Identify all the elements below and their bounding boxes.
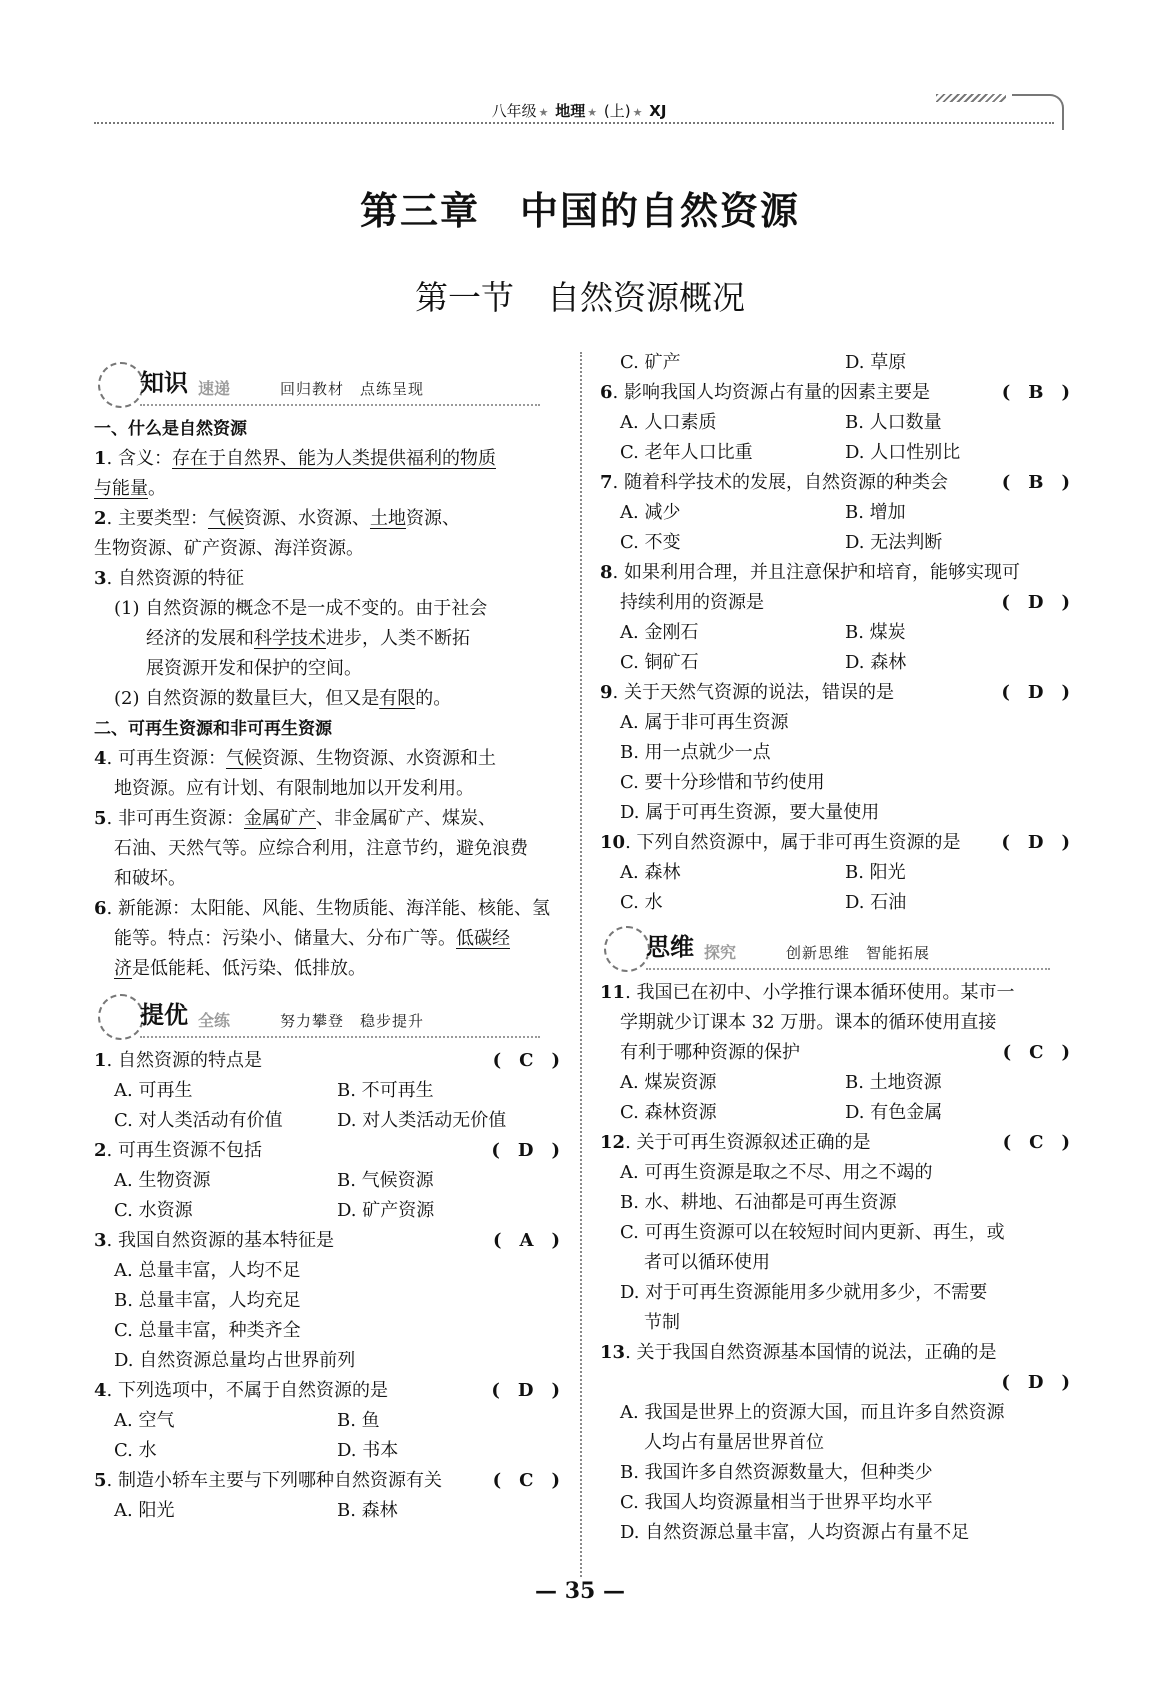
options-row xyxy=(600,858,1070,888)
knowledge-item-5: 5. 非可再生资源：金属矿产、非金属矿产、煤炭、 xyxy=(94,808,496,829)
option: A. 总量丰富，人均不足 xyxy=(114,1260,301,1281)
answer: ( A ) xyxy=(492,1230,560,1251)
options-row xyxy=(600,408,1070,438)
option: A. 人口素质 xyxy=(620,412,717,433)
option: C. 对人类活动有价值 xyxy=(114,1110,283,1131)
knowledge-item-1: 1. 含义：存在于自然界、能为人类提供福利的物质 xyxy=(94,448,496,469)
answer: ( C ) xyxy=(492,1470,560,1491)
knowledge-banner xyxy=(94,358,560,410)
answer: ( C ) xyxy=(492,1050,560,1071)
banner-sub: 探究 xyxy=(704,943,737,962)
option: A. 可再生 xyxy=(114,1080,193,1101)
option: D. 对于可再生资源能用多少就用多少，不需要 xyxy=(620,1282,988,1303)
options-row xyxy=(600,348,1070,378)
banner-dotted-line xyxy=(140,1036,540,1038)
header-grade: 八年级 xyxy=(491,102,537,120)
fill-blank: 存在于自然界、能为人类提供福利的物质 xyxy=(171,448,496,469)
fill-blank: 土地 xyxy=(369,508,406,529)
option: C. 要十分珍惜和节约使用 xyxy=(620,772,825,793)
answer: ( D ) xyxy=(1001,1372,1070,1393)
banner-main: 提优 xyxy=(140,1001,188,1029)
knowledge-item-1-cont: 与能量。 xyxy=(94,478,166,499)
question-8-cont: 持续利用的资源是 ( D ) xyxy=(600,588,1070,618)
right-column xyxy=(600,348,1070,1548)
option-cont: 者可以循环使用 xyxy=(644,1252,770,1273)
banner-sub: 全练 xyxy=(198,1011,231,1030)
option: D. 无法判断 xyxy=(845,532,943,553)
option: B. 我国许多自然资源数量大，但种类少 xyxy=(620,1462,933,1483)
option: C. 水 xyxy=(620,892,663,913)
option: B. 不可再生 xyxy=(337,1080,434,1101)
knowledge-item-5-cont2: 和破坏。 xyxy=(114,868,186,889)
question-8: 8. 如果利用合理，并且注意保护和培育，能够实现可 xyxy=(600,562,1020,583)
fill-blank: 济 xyxy=(114,958,132,979)
star-icon: ★ xyxy=(587,106,598,119)
options-row xyxy=(600,528,1070,558)
options-row xyxy=(94,1406,560,1436)
option: A. 属于非可再生资源 xyxy=(620,712,789,733)
banner-dotted-line xyxy=(646,968,1050,970)
option: C. 水资源 xyxy=(114,1200,193,1221)
option: A. 阳光 xyxy=(114,1500,175,1521)
answer: ( D ) xyxy=(1001,592,1070,613)
answer: ( D ) xyxy=(1001,682,1070,703)
thinking-banner xyxy=(600,922,1070,974)
option: B. 用一点就少一点 xyxy=(620,742,771,763)
knowledge-item-3: 3. 自然资源的特征 xyxy=(94,568,244,589)
banner-dotted-line xyxy=(140,404,540,406)
question-2: 2. 可再生资源不包括 ( D ) xyxy=(94,1136,560,1166)
answer: ( C ) xyxy=(1002,1042,1070,1063)
answer: ( C ) xyxy=(1002,1132,1070,1153)
option: B. 鱼 xyxy=(337,1410,380,1431)
chapter-title: 第三章 中国的自然资源 xyxy=(359,188,800,233)
question-11: 11. 我国已在初中、小学推行课本循环使用。某市一 xyxy=(600,982,1015,1003)
banner-main: 知识 xyxy=(140,369,188,397)
option: D. 草原 xyxy=(845,352,907,373)
fill-blank: 科学技术 xyxy=(254,628,326,649)
question-1: 1. 自然资源的特点是 ( C ) xyxy=(94,1046,560,1076)
option: D. 森林 xyxy=(845,652,907,673)
option: B. 水、耕地、石油都是可再生资源 xyxy=(620,1192,897,1213)
answer: ( D ) xyxy=(491,1380,560,1401)
option: B. 土地资源 xyxy=(845,1072,942,1093)
options-row xyxy=(94,1166,560,1196)
option: A. 我国是世界上的资源大国，而且许多自然资源 xyxy=(620,1402,1005,1423)
question-9: 9. 关于天然气资源的说法，错误的是 ( D ) xyxy=(600,678,1070,708)
question-12: 12. 关于可再生资源叙述正确的是 ( C ) xyxy=(600,1128,1070,1158)
option: A. 森林 xyxy=(620,862,681,883)
option: D. 有色金属 xyxy=(845,1102,943,1123)
knowledge-heading-2: 二、可再生资源和非可再生资源 xyxy=(94,719,332,739)
question-4: 4. 下列选项中，不属于自然资源的是 ( D ) xyxy=(94,1376,560,1406)
question-3: 3. 我国自然资源的基本特征是 ( A ) xyxy=(94,1226,560,1256)
option: C. 老年人口比重 xyxy=(620,442,753,463)
section-title: 第一节 自然资源概况 xyxy=(415,278,745,317)
options-row xyxy=(600,498,1070,528)
knowledge-item-4-cont: 地资源。应有计划、有限制地加以开发利用。 xyxy=(114,778,474,799)
improve-banner xyxy=(94,990,560,1042)
option: A. 空气 xyxy=(114,1410,175,1431)
options-row xyxy=(94,1436,560,1466)
option: D. 属于可再生资源，要大量使用 xyxy=(620,802,880,823)
knowledge-item-3-2: (2) 自然资源的数量巨大，但又是有限的。 xyxy=(114,688,452,709)
question-7: 7. 随着科学技术的发展，自然资源的种类会 ( B ) xyxy=(600,468,1070,498)
option: B. 森林 xyxy=(337,1500,398,1521)
option: C. 总量丰富，种类齐全 xyxy=(114,1320,301,1341)
question-10: 10. 下列自然资源中，属于非可再生资源的是 ( D ) xyxy=(600,828,1070,858)
option: D. 自然资源总量均占世界前列 xyxy=(114,1350,356,1371)
options-row xyxy=(94,1496,560,1526)
option: B. 气候资源 xyxy=(337,1170,434,1191)
option: A. 煤炭资源 xyxy=(620,1072,717,1093)
option: B. 煤炭 xyxy=(845,622,906,643)
option: D. 石油 xyxy=(845,892,907,913)
option: C. 我国人均资源量相当于世界平均水平 xyxy=(620,1492,933,1513)
options-row xyxy=(600,1068,1070,1098)
column-divider xyxy=(580,352,582,1577)
knowledge-item-3-1-cont2: 展资源开发和保护的空间。 xyxy=(146,658,362,679)
book-lamp-icon xyxy=(98,362,144,408)
knowledge-item-5-cont: 石油、天然气等。应综合利用，注意节约，避免浪费 xyxy=(114,838,528,859)
question-13: 13. 关于我国自然资源基本国情的说法，正确的是 xyxy=(600,1342,997,1363)
options-row xyxy=(600,648,1070,678)
left-column xyxy=(94,358,560,1526)
option-cont: 节制 xyxy=(644,1312,680,1333)
page-header xyxy=(94,94,1064,124)
knowledge-item-3-1: (1) 自然资源的概念不是一成不变的。由于社会 xyxy=(114,598,488,619)
people-icon xyxy=(604,926,650,972)
option: B. 总量丰富，人均充足 xyxy=(114,1290,301,1311)
header-text xyxy=(94,100,1064,121)
header-subject: 地理 xyxy=(555,102,586,120)
option: B. 增加 xyxy=(845,502,906,523)
fill-blank: 与能量 xyxy=(94,478,148,499)
fill-blank: 低碳经 xyxy=(456,928,510,949)
bar-chart-icon xyxy=(98,994,144,1040)
header-volume: (上) xyxy=(603,102,631,120)
question-13-answer-row xyxy=(600,1368,1070,1398)
knowledge-heading-1: 一、什么是自然资源 xyxy=(94,419,247,439)
options-row xyxy=(94,1196,560,1226)
option: C. 不变 xyxy=(620,532,681,553)
header-dotted-rule xyxy=(94,122,1054,124)
header-edition: XJ xyxy=(649,102,667,120)
star-icon: ★ xyxy=(538,106,549,119)
banner-main: 思维 xyxy=(646,933,694,961)
knowledge-item-2: 2. 主要类型：气候资源、水资源、土地资源、 xyxy=(94,508,460,529)
options-row xyxy=(600,618,1070,648)
knowledge-item-2-cont: 生物资源、矿产资源、海洋资源。 xyxy=(94,538,364,559)
option: A. 可再生资源是取之不尽、用之不竭的 xyxy=(620,1162,933,1183)
knowledge-item-4: 4. 可再生资源：气候资源、生物资源、水资源和土 xyxy=(94,748,496,769)
option: B. 阳光 xyxy=(845,862,906,883)
question-11-cont2: 有利于哪种资源的保护 ( C ) xyxy=(600,1038,1070,1068)
option: C. 水 xyxy=(114,1440,157,1461)
options-row xyxy=(600,438,1070,468)
knowledge-item-6-cont2: 济是低能耗、低污染、低排放。 xyxy=(114,958,366,979)
option: D. 对人类活动无价值 xyxy=(337,1110,507,1131)
banner-slogan: 创新思维 智能拓展 xyxy=(786,944,931,962)
option: D. 人口性别比 xyxy=(845,442,961,463)
options-row xyxy=(94,1106,560,1136)
fill-blank: 金属矿产 xyxy=(243,808,316,829)
option-cont: 人均占有量居世界首位 xyxy=(644,1432,824,1453)
answer: ( B ) xyxy=(1001,472,1070,493)
banner-slogan: 回归教材 点练呈现 xyxy=(280,380,425,398)
option: D. 书本 xyxy=(337,1440,399,1461)
banner-sub: 速递 xyxy=(198,379,231,398)
knowledge-item-6-cont: 能等。特点：污染小、储量大、分布广等。低碳经 xyxy=(114,928,510,949)
question-11-cont: 学期就少订课本 32 万册。课本的循环使用直接 xyxy=(620,1012,997,1033)
options-row xyxy=(600,1098,1070,1128)
option: C. 矿产 xyxy=(620,352,681,373)
option: A. 减少 xyxy=(620,502,681,523)
fill-blank: 气候 xyxy=(225,748,262,769)
knowledge-item-3-1-cont: 经济的发展和科学技术进步，人类不断拓 xyxy=(146,628,470,649)
option: B. 人口数量 xyxy=(845,412,942,433)
option: C. 森林资源 xyxy=(620,1102,717,1123)
banner-slogan: 努力攀登 稳步提升 xyxy=(280,1012,425,1030)
question-6: 6. 影响我国人均资源占有量的因素主要是 ( B ) xyxy=(600,378,1070,408)
options-row xyxy=(600,888,1070,918)
option: D. 自然资源总量丰富，人均资源占有量不足 xyxy=(620,1522,970,1543)
option: C. 可再生资源可以在较短时间内更新、再生，或 xyxy=(620,1222,1005,1243)
fill-blank: 有限 xyxy=(379,688,416,709)
options-row xyxy=(94,1076,560,1106)
option: A. 金刚石 xyxy=(620,622,699,643)
knowledge-item-6: 6. 新能源：太阳能、风能、生物质能、海洋能、核能、氢 xyxy=(94,898,550,919)
option: D. 矿产资源 xyxy=(337,1200,435,1221)
page-number: — 35 — xyxy=(535,1578,625,1604)
fill-blank: 气候 xyxy=(207,508,244,529)
star-icon: ★ xyxy=(632,106,643,119)
answer: ( B ) xyxy=(1001,382,1070,403)
option: A. 生物资源 xyxy=(114,1170,211,1191)
option: C. 铜矿石 xyxy=(620,652,699,673)
answer: ( D ) xyxy=(1001,832,1070,853)
question-5: 5. 制造小轿车主要与下列哪种自然资源有关 ( C ) xyxy=(94,1466,560,1496)
answer: ( D ) xyxy=(491,1140,560,1161)
